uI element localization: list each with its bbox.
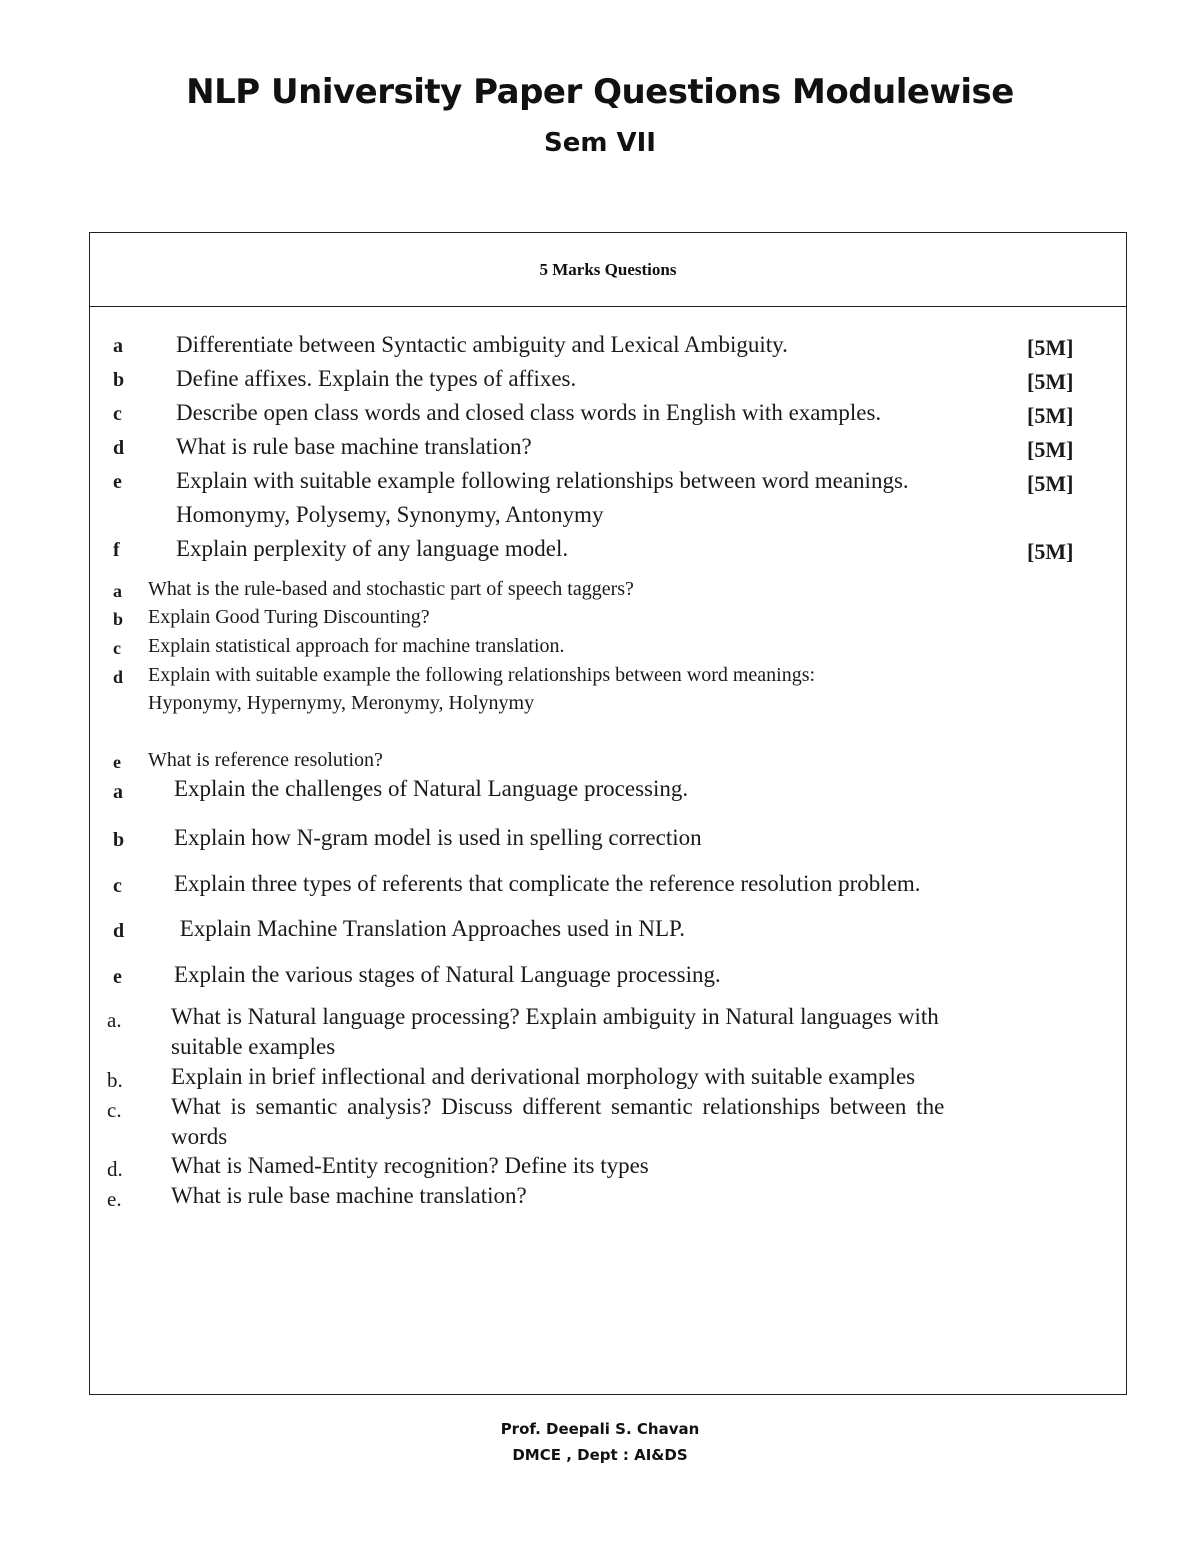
question-text: Differentiate between Syntactic ambiguity and Lexical Ambiguity. bbox=[176, 332, 788, 357]
question-label: a bbox=[113, 781, 123, 803]
question-label: e bbox=[113, 966, 122, 988]
marks-badge: [5M] bbox=[1027, 335, 1074, 360]
question-text: What is reference resolution? bbox=[148, 749, 383, 771]
question-text: What is rule base machine translation? bbox=[171, 1183, 527, 1208]
document-title: NLP University Paper Questions Modulewise bbox=[186, 72, 1014, 112]
question-text: What is Named-Entity recognition? Define its types bbox=[171, 1153, 649, 1178]
marks-badge: [5M] bbox=[1027, 403, 1074, 428]
question-label: d. bbox=[107, 1157, 123, 1181]
question-label: f bbox=[113, 539, 120, 561]
question-text: Explain statistical approach for machine translation. bbox=[148, 635, 565, 657]
question-label: b bbox=[113, 369, 125, 391]
question-text: What is the rule-based and stochastic part of speech taggers? bbox=[148, 578, 634, 600]
question-text: Define affixes. Explain the types of affixes. bbox=[176, 366, 577, 391]
box-heading: 5 Marks Questions bbox=[90, 233, 1126, 307]
question-text: What is semantic analysis? Discuss different semantic relationships between the bbox=[171, 1094, 945, 1119]
question-label: b bbox=[113, 829, 125, 851]
question-text: What is rule base machine translation? bbox=[176, 434, 532, 459]
question-label: b bbox=[113, 609, 124, 629]
question-label: a bbox=[113, 581, 122, 601]
question-label: c bbox=[113, 638, 121, 658]
question-label: a. bbox=[107, 1008, 122, 1032]
question-label: d bbox=[113, 667, 124, 687]
marks-badge: [5M] bbox=[1027, 369, 1074, 394]
question-text: Explain in brief inflectional and derivational morphology with suitable examples bbox=[171, 1064, 916, 1089]
author-name: Prof. Deepali S. Chavan bbox=[500, 1420, 700, 1438]
marks-badge: [5M] bbox=[1027, 539, 1074, 564]
question-text: Describe open class words and closed class words in English with examples. bbox=[176, 400, 882, 425]
document-subtitle: Sem VII bbox=[544, 128, 656, 158]
question-label: b. bbox=[107, 1068, 123, 1092]
question-label: c bbox=[113, 403, 122, 425]
question-label: e. bbox=[107, 1187, 122, 1211]
question-label: c bbox=[113, 875, 122, 897]
question-label: a bbox=[113, 335, 123, 357]
marks-badge: [5M] bbox=[1027, 437, 1074, 462]
question-text-continued: Hyponymy, Hypernymy, Meronymy, Holynymy bbox=[148, 692, 535, 714]
question-text: Explain three types of referents that complicate the reference resolution problem. bbox=[174, 871, 921, 896]
question-label: c. bbox=[107, 1098, 122, 1122]
question-text: Explain the various stages of Natural Language processing. bbox=[174, 962, 721, 987]
question-text: Explain Machine Translation Approaches used in NLP. bbox=[174, 916, 686, 941]
question-text: Explain Good Turing Discounting? bbox=[148, 606, 430, 628]
question-text: Explain the challenges of Natural Language processing. bbox=[174, 776, 689, 801]
question-text: Explain with suitable example following relationships between word meanings. bbox=[176, 468, 909, 493]
question-label: d bbox=[113, 920, 125, 942]
question-text: Explain how N-gram model is used in spelling correction bbox=[174, 825, 702, 850]
marks-badge: [5M] bbox=[1027, 471, 1074, 496]
author-department: DMCE , Dept : AI&DS bbox=[512, 1446, 688, 1464]
question-text-continued: words bbox=[171, 1124, 228, 1149]
question-label: e bbox=[113, 471, 122, 493]
question-label: d bbox=[113, 437, 125, 459]
question-text-continued: Homonymy, Polysemy, Synonymy, Antonymy bbox=[176, 502, 604, 527]
question-text: What is Natural language processing? Explain ambiguity in Natural languages with bbox=[171, 1004, 939, 1029]
question-text: Explain with suitable example the following relationships between word meanings: bbox=[148, 664, 816, 686]
question-text-continued: suitable examples bbox=[171, 1034, 336, 1059]
question-text: Explain perplexity of any language model. bbox=[176, 536, 569, 561]
question-label: e bbox=[113, 752, 121, 772]
